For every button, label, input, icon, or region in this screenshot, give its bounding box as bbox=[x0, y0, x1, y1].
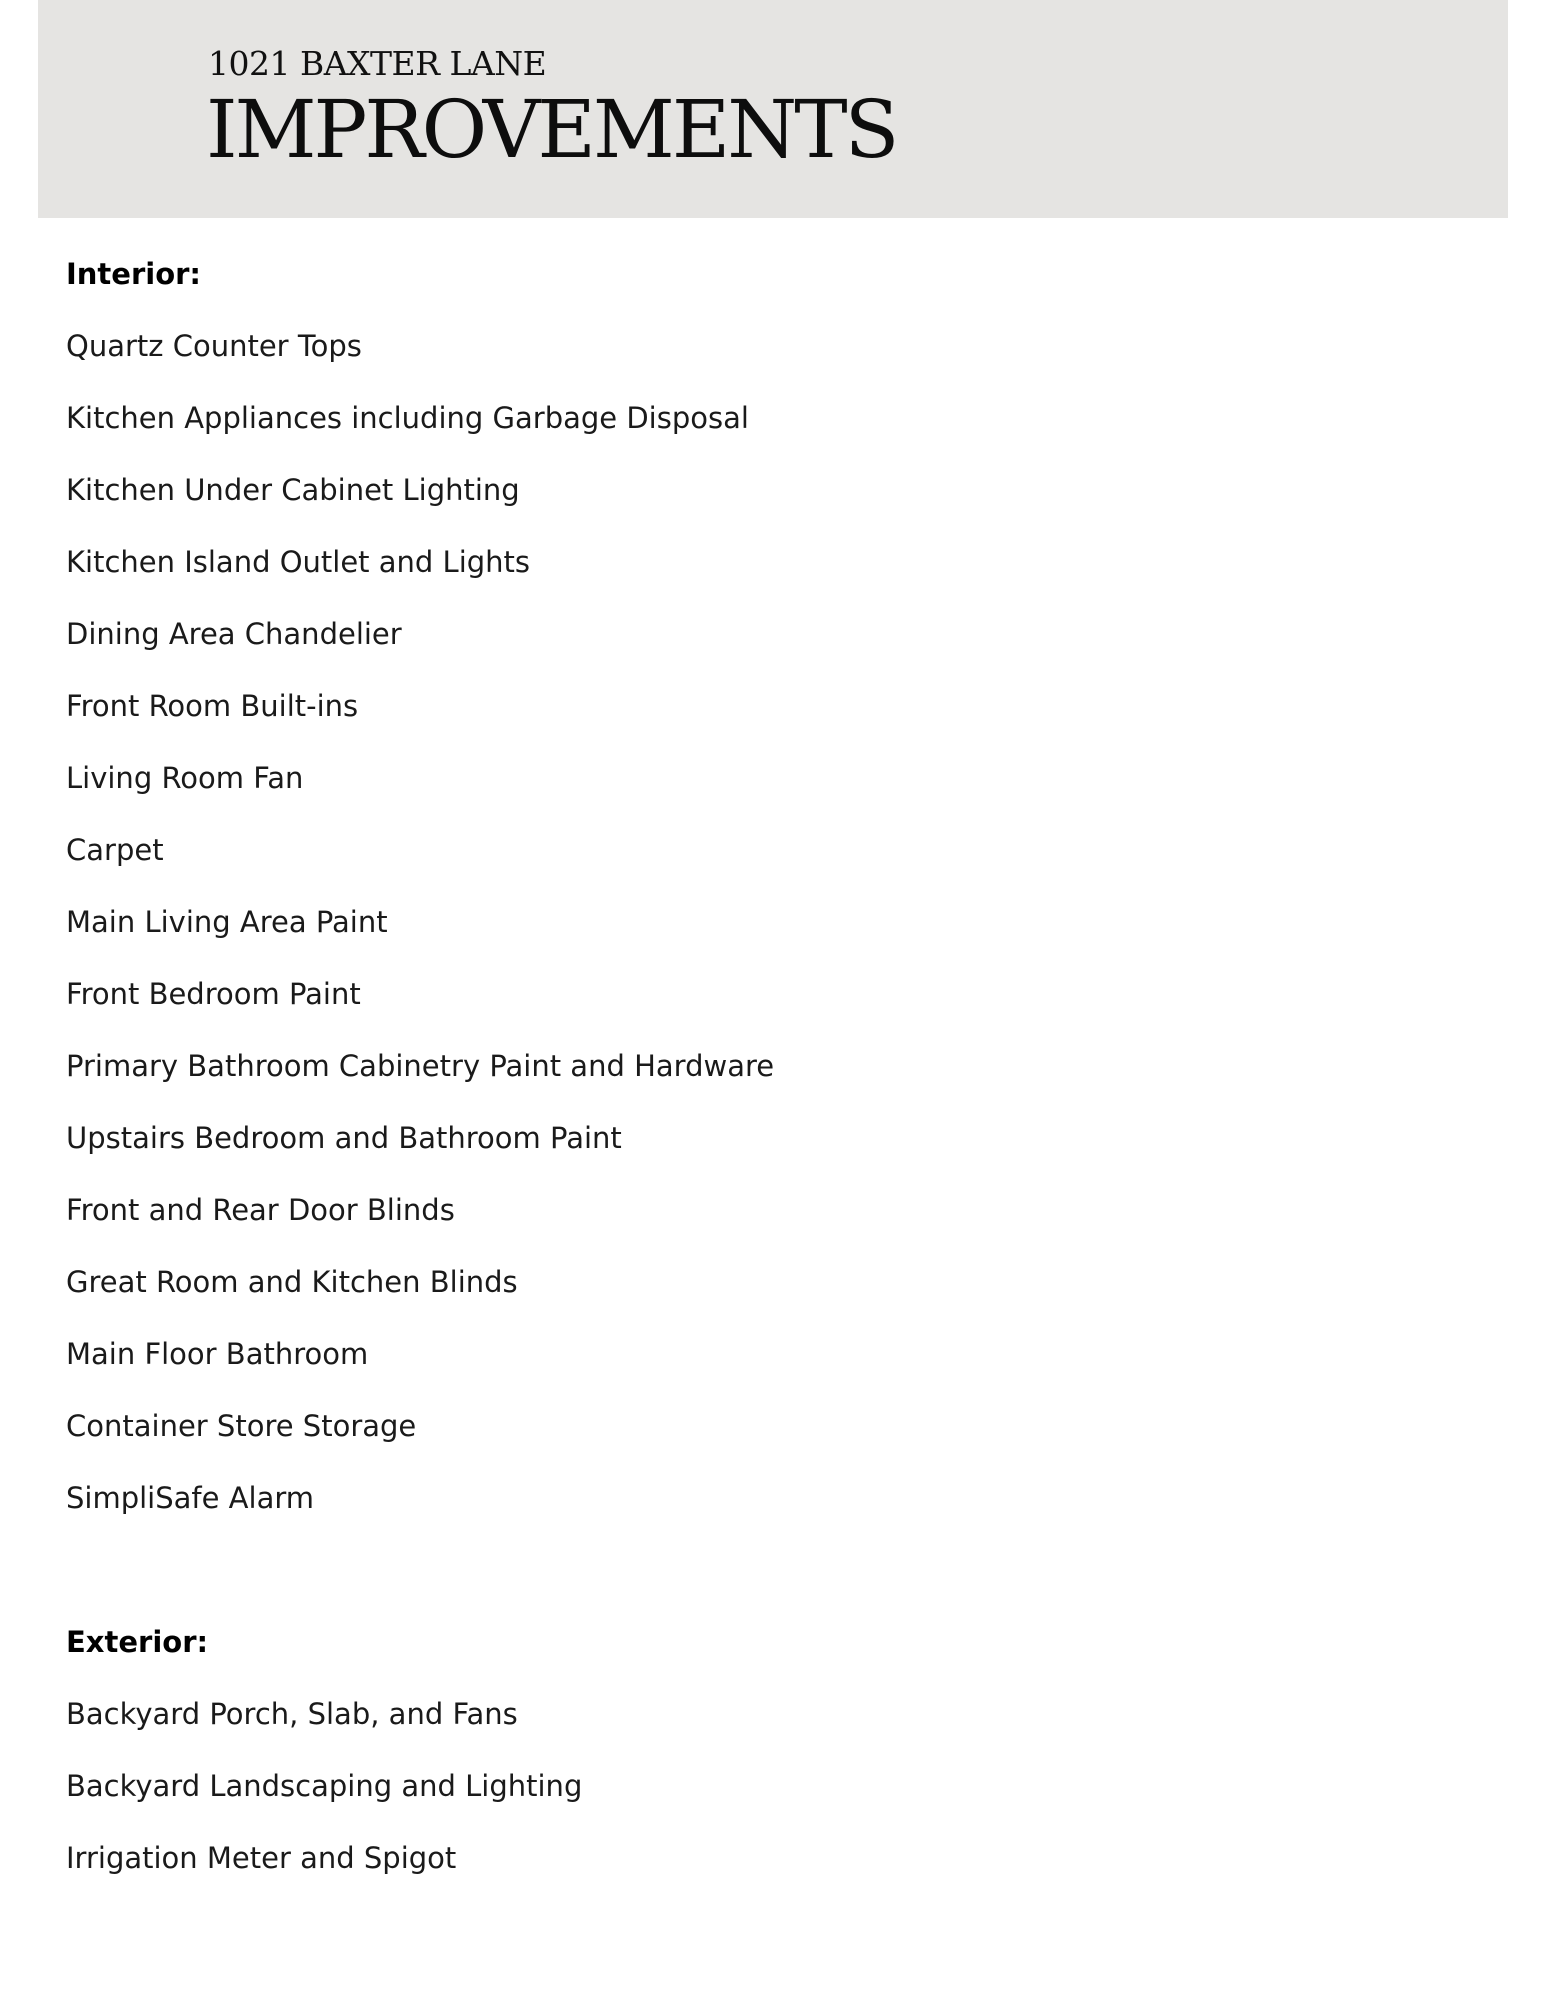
list-item: Great Room and Kitchen Blinds bbox=[66, 1265, 518, 1299]
list-item: Dining Area Chandelier bbox=[66, 617, 402, 651]
list-item: Backyard Landscaping and Lighting bbox=[66, 1769, 583, 1803]
interior-heading: Interior: bbox=[66, 257, 202, 291]
list-item: Primary Bathroom Cabinetry Paint and Hardware bbox=[66, 1049, 775, 1083]
page-title: IMPROVEMENTS bbox=[206, 83, 897, 176]
property-address: 1021 BAXTER LANE bbox=[208, 44, 547, 83]
list-item: Kitchen Under Cabinet Lighting bbox=[66, 473, 520, 507]
list-item: Main Living Area Paint bbox=[66, 905, 388, 939]
list-item: Container Store Storage bbox=[66, 1409, 417, 1443]
list-item: Backyard Porch, Slab, and Fans bbox=[66, 1697, 518, 1731]
list-item: Kitchen Island Outlet and Lights bbox=[66, 545, 531, 579]
list-item: Living Room Fan bbox=[66, 761, 304, 795]
list-item: Kitchen Appliances including Garbage Disposal bbox=[66, 401, 749, 435]
list-item: Carpet bbox=[66, 833, 164, 867]
exterior-heading: Exterior: bbox=[66, 1625, 209, 1659]
list-item: Front and Rear Door Blinds bbox=[66, 1193, 455, 1227]
list-item: Irrigation Meter and Spigot bbox=[66, 1841, 457, 1875]
list-item: Main Floor Bathroom bbox=[66, 1337, 369, 1371]
list-item: Front Room Built-ins bbox=[66, 689, 359, 723]
list-item: SimpliSafe Alarm bbox=[66, 1481, 315, 1515]
header-band bbox=[38, 0, 1508, 218]
list-item: Front Bedroom Paint bbox=[66, 977, 361, 1011]
interior-list bbox=[66, 329, 775, 1556]
list-item: Quartz Counter Tops bbox=[66, 329, 362, 363]
exterior-list bbox=[66, 1697, 583, 1916]
list-item: Upstairs Bedroom and Bathroom Paint bbox=[66, 1121, 622, 1155]
